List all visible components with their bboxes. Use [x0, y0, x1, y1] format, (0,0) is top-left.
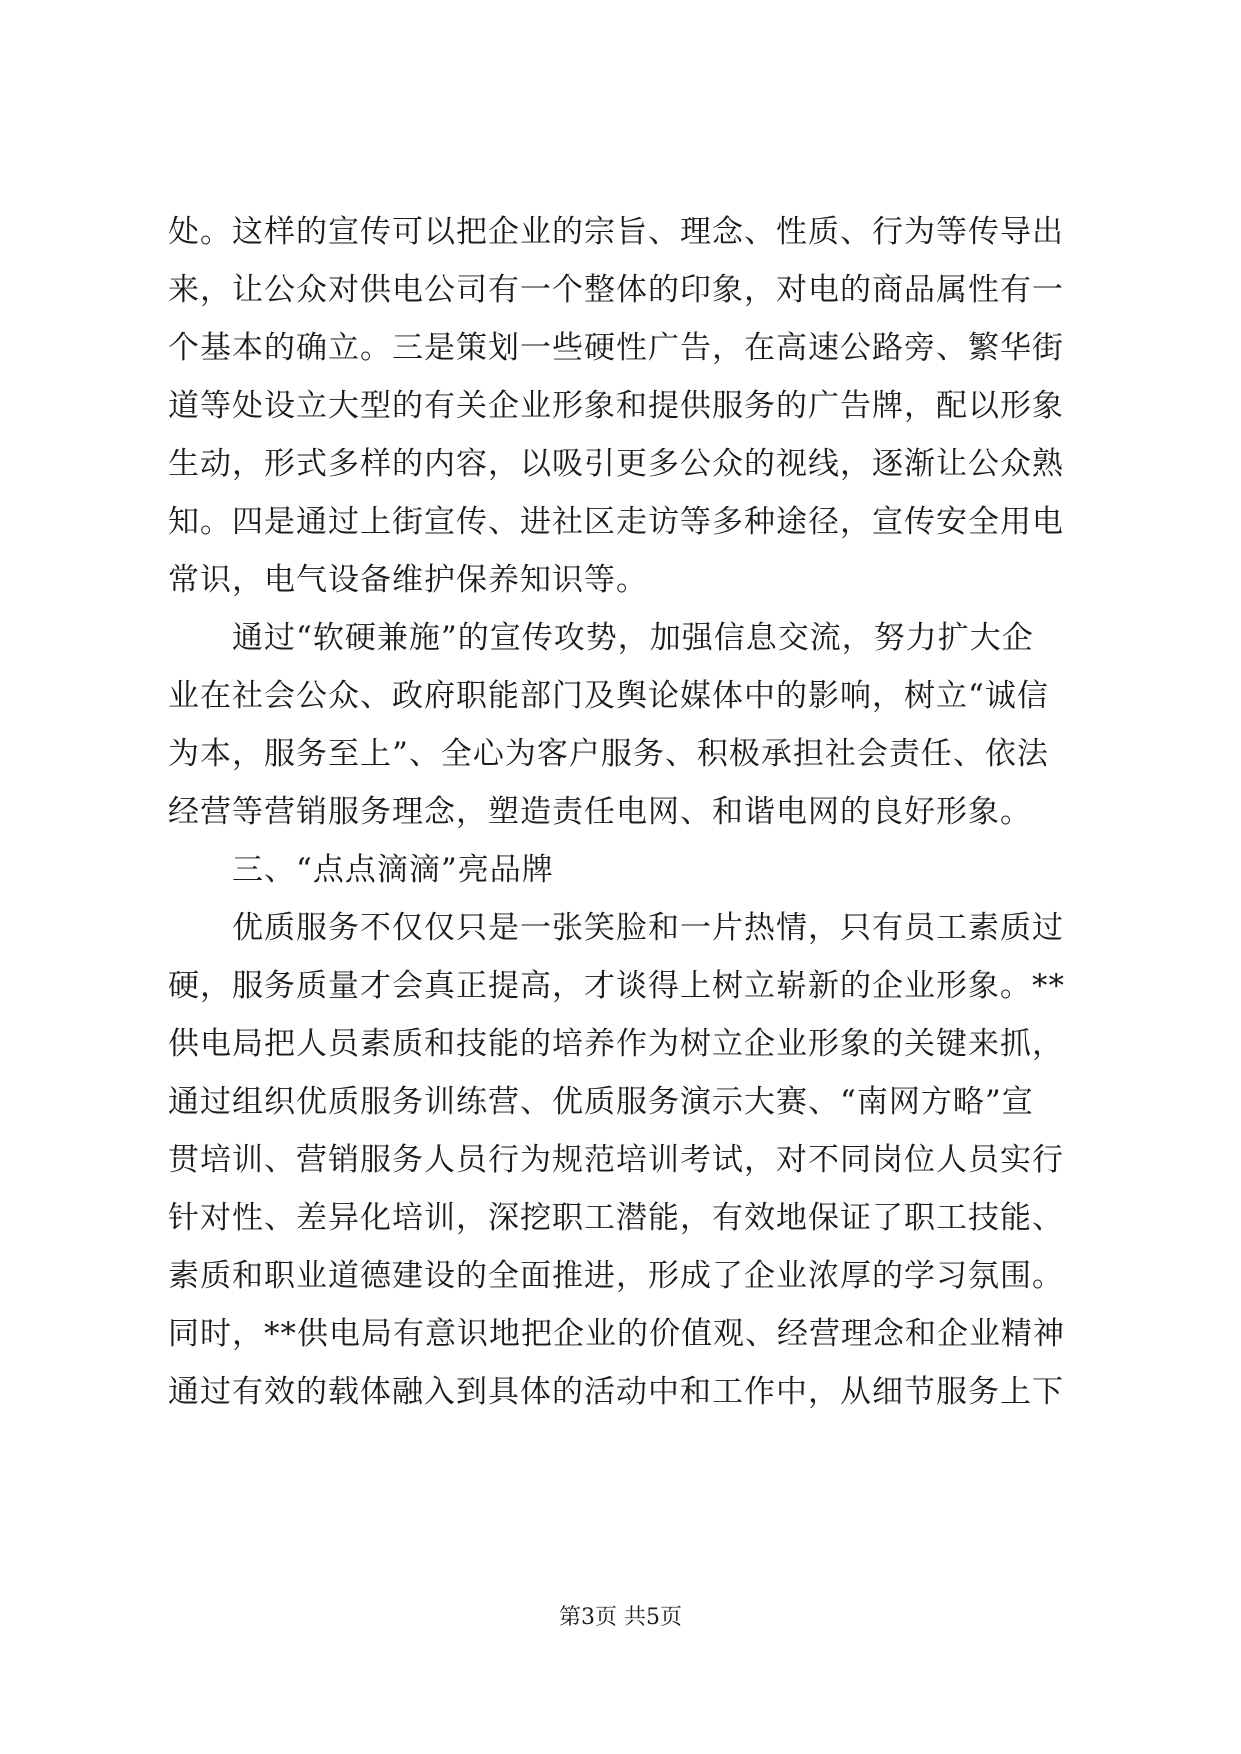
text-line: 生动，形式多样的内容，以吸引更多公众的视线，逐渐让公众熟	[168, 446, 1064, 482]
text-line: 处。这样的宣传可以把企业的宗旨、理念、性质、行为等传导出	[168, 214, 1064, 250]
text-line: 业在社会公众、政府职能部门及舆论媒体中的影响，树立“诚信	[168, 678, 1049, 714]
text-line: 为本，服务至上”、全心为客户服务、积极承担社会责任、依法	[168, 736, 1049, 772]
paragraph-first-line: 通过“软硬兼施”的宣传攻势，加强信息交流，努力扩大企	[232, 620, 1034, 656]
text-line: 道等处设立大型的有关企业形象和提供服务的广告牌，配以形象	[168, 388, 1064, 424]
text-line: 贯培训、营销服务人员行为规范培训考试，对不同岗位人员实行	[168, 1142, 1064, 1178]
text-line: 供电局把人员素质和技能的培养作为树立企业形象的关键来抓，	[168, 1026, 1064, 1062]
paragraph-first-line: 优质服务不仅仅只是一张笑脸和一片热情，只有员工素质过	[232, 910, 1064, 946]
page-number-footer: 第3页 共5页	[559, 1605, 682, 1630]
text-line: 素质和职业道德建设的全面推进，形成了企业浓厚的学习氛围。	[168, 1258, 1064, 1294]
text-line: 常识，电气设备维护保养知识等。	[168, 562, 648, 598]
text-line: 针对性、差异化培训，深挖职工潜能，有效地保证了职工技能、	[168, 1200, 1064, 1236]
text-line: 通过有效的载体融入到具体的活动中和工作中，从细节服务上下	[168, 1374, 1064, 1410]
section-heading: 三、“点点滴滴”亮品牌	[232, 852, 554, 888]
text-line: 个基本的确立。三是策划一些硬性广告，在高速公路旁、繁华街	[168, 330, 1064, 366]
text-line: 通过组织优质服务训练营、优质服务演示大赛、“南网方略”宣	[168, 1084, 1034, 1120]
text-line: 来，让公众对供电公司有一个整体的印象，对电的商品属性有一	[168, 272, 1064, 308]
text-line: 知。四是通过上街宣传、进社区走访等多种途径，宣传安全用电	[168, 504, 1064, 540]
text-line: 经营等营销服务理念，塑造责任电网、和谐电网的良好形象。	[168, 794, 1032, 830]
text-line: 硬，服务质量才会真正提高，才谈得上树立崭新的企业形象。**	[168, 968, 1065, 1004]
text-line: 同时，**供电局有意识地把企业的价值观、经营理念和企业精神	[168, 1316, 1065, 1352]
